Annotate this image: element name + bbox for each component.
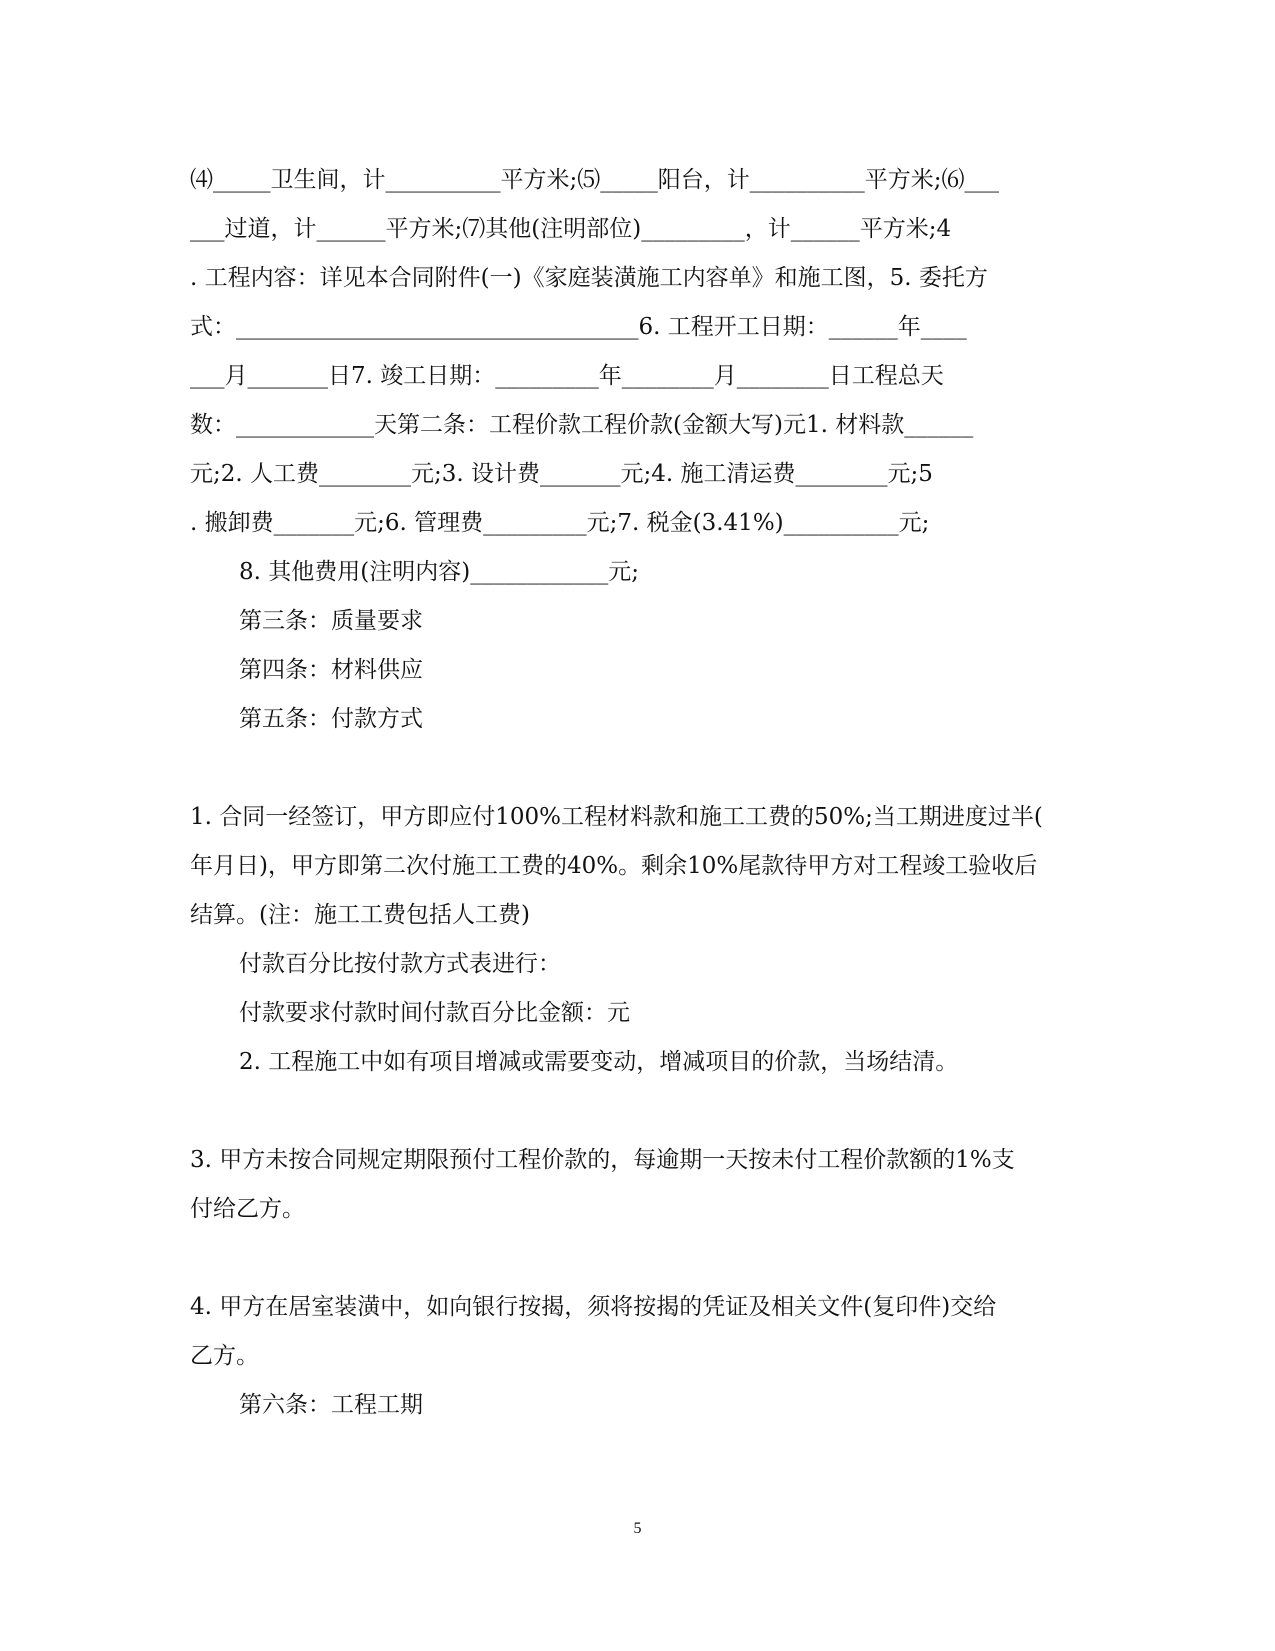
article-3-heading: 第三条：质量要求: [239, 608, 423, 634]
spacer: [190, 1087, 1085, 1136]
text-line: 式：___________________________________6. 工程开工日期：______年____: [190, 314, 967, 340]
spacer: [190, 744, 1085, 793]
article-5-heading: 第五条：付款方式: [239, 706, 423, 732]
contract-body: [190, 156, 1085, 1430]
payment-clause-4: 4. 甲方在居室装潢中，如向银行按揭，须将按揭的凭证及相关文件(复印件)交给: [190, 1294, 997, 1320]
text-line: ___过道，计______平方米;⑺其他(注明部位)_________，计______平方米;4: [190, 216, 952, 242]
payment-clause-3-cont: 付给乙方。: [190, 1196, 305, 1222]
spacer: [190, 1234, 1085, 1283]
article-6-heading: 第六条：工程工期: [239, 1392, 423, 1418]
payment-clause-4-cont: 乙方。: [190, 1343, 259, 1369]
page-number: 5: [633, 1520, 642, 1537]
text-line: 数：____________天第二条：工程价款工程价款(金额大写)元1. 材料款______: [190, 412, 974, 438]
text-line: . 工程内容：详见本合同附件(一)《家庭装潢施工内容单》和施工图，5. 委托方: [190, 265, 988, 291]
text-line: 元;2. 人工费________元;3. 设计费_______元;4. 施工清运费________元;5: [190, 461, 933, 487]
other-fees-line: 8. 其他费用(注明内容)____________元;: [239, 559, 639, 585]
payment-clause-3: 3. 甲方未按合同规定期限预付工程价款的，每逾期一天按未付工程价款额的1%支: [190, 1147, 1015, 1173]
payment-clause-1-cont: 年月日)，甲方即第二次付施工工费的40%。剩余10%尾款待甲方对工程竣工验收后: [190, 853, 1038, 879]
payment-table-note: 付款百分比按付款方式表进行：: [239, 951, 561, 977]
payment-table-header: 付款要求付款时间付款百分比金额：元: [239, 1000, 630, 1026]
text-line: ⑷_____卫生间，计__________平方米;⑸_____阳台，计__________平方米;⑹___: [190, 167, 999, 193]
payment-clause-1-cont: 结算。(注：施工工费包括人工费): [190, 902, 530, 928]
text-line: ___月_______日7. 竣工日期：_________年________月________日工程总天: [190, 363, 944, 389]
payment-clause-2: 2. 工程施工中如有项目增减或需要变动，增减项目的价款，当场结清。: [239, 1049, 959, 1075]
text-line: . 搬卸费_______元;6. 管理费_________元;7. 税金(3.41%)__________元;: [190, 510, 930, 536]
payment-clause-1: 1. 合同一经签订，甲方即应付100%工程材料款和施工工费的50%;当工期进度过半(: [190, 804, 1043, 830]
article-4-heading: 第四条：材料供应: [239, 657, 423, 683]
